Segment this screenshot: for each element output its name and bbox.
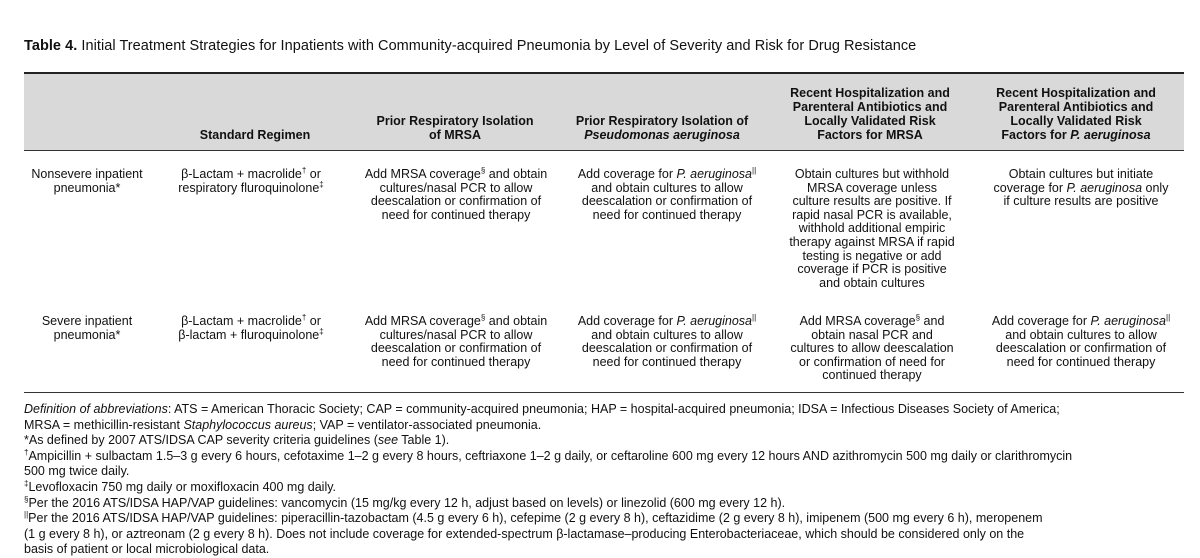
severe-recent-mrsa: Add MRSA coverage§ and obtain nasal PCR and cultures to allow deescalation or confirmation of need for continued therapy — [790, 312, 954, 383]
nonsevere-recent-pseudomonas: Obtain cultures but initiate coverage for P. aeruginosa only if culture results are positive — [993, 167, 1169, 209]
header-recent-mrsa: Recent Hospitalization and Parenteral Antibiotics and Locally Validated Risk Factors for MRSA — [790, 86, 950, 142]
header-prior-pseudomonas: Prior Respiratory Isolation of Pseudomonas aeruginosa — [575, 114, 749, 142]
footnote-section: §Per the 2016 ATS/IDSA HAP/VAP guidelines: vancomycin (15 mg/kg every 12 h, adjust based on levels) or linezolid (600 mg every 12 h). — [24, 494, 786, 510]
severe-recent-pseudomonas: Add coverage for P. aeruginosa|| and obtain cultures to allow deescalation or confirmation of need for continued therapy — [991, 312, 1171, 369]
header-prior-mrsa: Prior Respiratory Isolation of MRSA — [376, 114, 534, 142]
nonsevere-prior-mrsa: Add MRSA coverage§ and obtain cultures/nasal PCR to allow deescalation or confirmation of need for continued therapy — [364, 165, 548, 222]
table-title-text: Initial Treatment Strategies for Inpatients with Community-acquired Pneumonia by Level of Severity and Risk for Drug Resistance — [81, 38, 917, 54]
header-recent-pseudomonas: Recent Hospitalization and Parenteral Antibiotics and Locally Validated Risk Factors for P. aeruginosa — [996, 86, 1156, 142]
footnote-dagger: †Ampicillin + sulbactam 1.5–3 g every 6 hours, cefotaxime 1–2 g every 8 hours, ceftriaxone 1–2 g daily, or ceftaroline 600 mg every 12 hours AND azithromycin 500 mg daily or clarithromycin — [24, 447, 1073, 463]
severe-standard-regimen: β-Lactam + macrolide† or β-lactam + fluroquinolone‡ — [178, 312, 324, 342]
footnote-double-dagger: ‡Levofloxacin 750 mg daily or moxifloxacin 400 mg daily. — [24, 478, 337, 494]
table-footnotes — [24, 402, 1184, 558]
footnote-abbreviations: Definition of abbreviations: ATS = American Thoracic Society; CAP = community-acquired pneumonia; HAP = hospital-acquired pneumonia; IDSA = Infectious Diseases Society of America; — [24, 402, 1060, 416]
footnote-asterisk: *As defined by 2007 ATS/IDSA CAP severity criteria guidelines (see Table 1). — [24, 433, 450, 448]
footnote-parallel: ||Per the 2016 ATS/IDSA HAP/VAP guidelines: piperacillin-tazobactam (4.5 g every 6 h), cefepime (2 g every 8 h), ceftazidime (2 g every 8 h), imipenem (500 mg every 6 h), meropenem — [24, 510, 1043, 526]
footnote-parallel-cont2: basis of patient or local microbiological data. — [24, 542, 270, 557]
nonsevere-recent-mrsa: Obtain cultures but withhold MRSA coverage unless culture results are positive. If rapid nasal PCR is available, withhold additional empiric therapy against MRSA if rapid testing is negative or add coverage if PCR is positive and obtain cultures — [789, 167, 955, 290]
header-standard-regimen: Standard Regimen — [199, 128, 311, 142]
nonsevere-prior-pseudomonas: Add coverage for P. aeruginosa|| and obtain cultures to allow deescalation or confirmation of need for continued therapy — [577, 165, 757, 222]
row-label-nonsevere: Nonsevere inpatient pneumonia* — [31, 167, 143, 195]
table-title-label: Table 4. — [24, 38, 78, 54]
row-label-severe: Severe inpatient pneumonia* — [41, 314, 133, 342]
footnote-parallel-cont: (1 g every 8 h), or aztreonam (2 g every 8 h). Does not include coverage for extended-spectrum β-lactamase–producing Enterobacteriaceae, which should be considered only on the — [24, 526, 1025, 541]
table-header-rule — [24, 150, 1184, 151]
severe-prior-mrsa: Add MRSA coverage§ and obtain cultures/nasal PCR to allow deescalation or confirmation of need for continued therapy — [364, 312, 548, 369]
footnote-dagger-cont: 500 mg twice daily. — [24, 464, 130, 479]
severe-prior-pseudomonas: Add coverage for P. aeruginosa|| and obtain cultures to allow deescalation or confirmation of need for continued therapy — [577, 312, 757, 369]
table-title — [24, 38, 916, 54]
table-bottom-rule — [24, 392, 1184, 393]
footnote-abbreviations-cont: MRSA = methicillin-resistant Staphylococcus aureus; VAP = ventilator-associated pneumonia. — [24, 417, 542, 432]
nonsevere-standard-regimen: β-Lactam + macrolide† or respiratory fluroquinolone‡ — [178, 165, 324, 195]
